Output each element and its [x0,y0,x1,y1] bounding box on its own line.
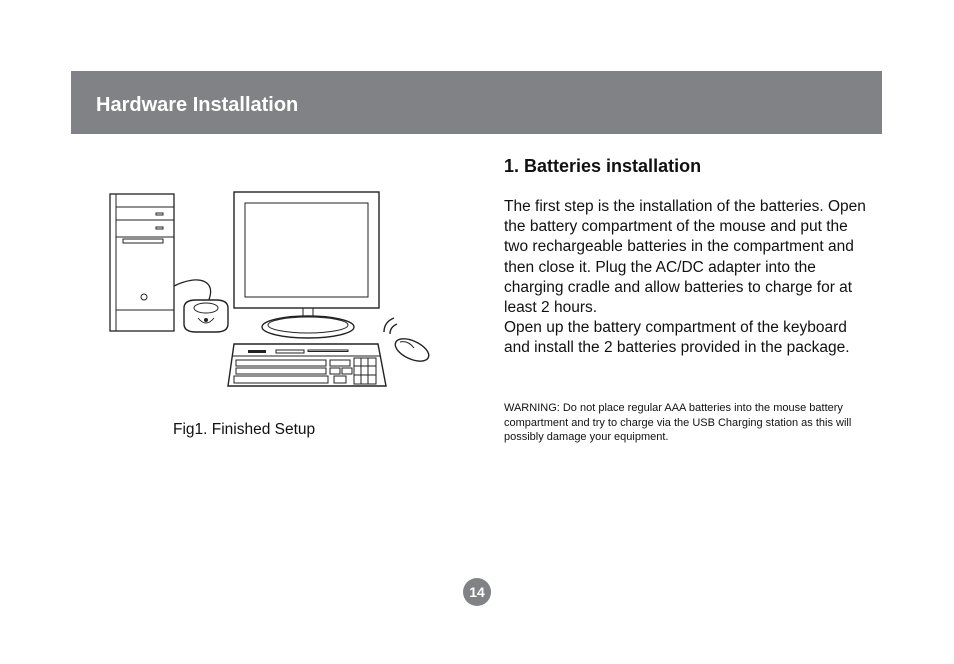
paragraph-batteries-mouse: The first step is the installation of the batteries. Open the battery compartment of the mouse and put the two rechargeable batteries in the compartment and then close it. Plug the AC/DC adapter into the charging cradle and allow batteries to charge for at least 2 hours. [504,198,866,317]
page-number-badge: 14 [463,578,491,606]
monitor-icon [234,192,379,338]
header-bar [71,71,882,134]
mouse-icon [392,334,432,366]
section-heading: 1. Batteries installation [504,156,702,176]
charging-cradle-icon [184,300,228,332]
instructions-text [504,197,876,359]
pc-tower-icon [110,194,174,331]
warning-note: WARNING: Do not place regular AAA batteries into the mouse battery compartment and try to charge via the USB Charging station as this will possibly damage your equipment. [504,402,852,443]
page-title: Hardware Installation [96,94,299,116]
wireless-signal-icon [384,318,397,334]
paragraph-batteries-keyboard: Open up the battery compartment of the keyboard and install the 2 batteries provided in the package. [504,319,850,357]
figure-caption: Fig1. Finished Setup [173,421,316,438]
cable [174,280,211,302]
setup-illustration [108,190,443,395]
keyboard-icon [228,344,386,386]
